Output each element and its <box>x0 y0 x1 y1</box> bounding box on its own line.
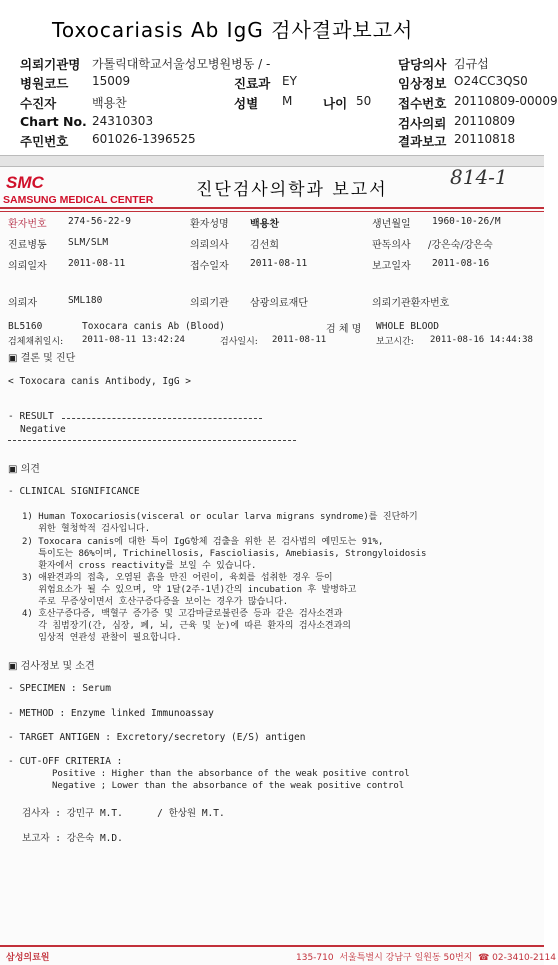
clinical-line: 4) 호산구증다증, 백혈구 증가증 및 고감마글로불린증 등과 같은 검사소견과 <box>22 609 343 619</box>
value-req-inst: 삼광의료재단 <box>250 298 308 309</box>
cutoff-negative: Negative ; Lower than the absorbance of the weak positive control <box>52 781 405 791</box>
value-requester: SML180 <box>68 295 103 306</box>
method-line: - METHOD : Enzyme linked Immunoassay <box>8 708 214 719</box>
label-sex: 성별 <box>234 96 259 111</box>
footer-logo: 삼성의료원 <box>6 953 50 963</box>
label-result-report: 결과보고 <box>398 134 447 149</box>
report-title: Toxocariasis Ab IgG 검사결과보고서 <box>52 18 414 42</box>
value-judge: /강은숙/강은숙 <box>428 240 493 251</box>
clinical-significance-label: - CLINICAL SIGNIFICANCE <box>8 486 140 497</box>
label-req-date: 의뢰일자 <box>8 261 47 272</box>
red-rule-thin <box>0 211 544 212</box>
handwritten-note: 814-1 <box>450 165 508 189</box>
result-label: - RESULT <box>8 411 54 422</box>
value-age: 50 <box>356 94 372 108</box>
label-doctor: 담당의사 <box>398 57 447 72</box>
center-name: SAMSUNG MEDICAL CENTER <box>3 194 154 206</box>
opinion-heading: ▣ 의견 <box>8 464 40 475</box>
label-patient-name: 환자성명 <box>190 219 229 230</box>
cutoff-positive: Positive : Higher than the absorbance of the weak positive control <box>52 769 410 779</box>
label-judge: 판독의사 <box>372 240 411 251</box>
label-resident-no: 주민번호 <box>20 134 69 149</box>
value-patient: 백용찬 <box>92 96 127 110</box>
cutoff-label: - CUT-OFF CRITERIA : <box>8 756 123 767</box>
tester-line: 검사자 : 강민구 M.T. / 한상원 M.T. <box>22 808 225 819</box>
test-name: Toxocara canis Ab (Blood) <box>82 321 225 332</box>
label-age: 나이 <box>323 96 348 111</box>
value-ward: SLM/SLM <box>68 237 109 248</box>
dashed-line <box>62 418 262 419</box>
clinical-line: 2) Toxocara canis에 대한 특이 IgG항체 검출을 위한 본 검사법의 예민도는 91%, <box>22 537 384 547</box>
value-recv-date: 2011-08-11 <box>250 258 308 269</box>
value-result-report: 20110818 <box>454 132 516 146</box>
red-rule <box>0 207 544 209</box>
value-institution: 가톨릭대학교서울성모병원병동 / - <box>92 57 271 71</box>
label-hospital-code: 병원코드 <box>20 76 69 91</box>
value-sex: M <box>282 94 293 108</box>
value-hospital-code: 15009 <box>92 74 131 88</box>
footer-address: 135-710 서울특별시 강남구 일원동 50번지 ☎ 02-3410-2114 <box>296 953 556 963</box>
test-info-heading: ▣ 검사정보 및 소견 <box>8 661 95 672</box>
label-institution: 의뢰기관명 <box>20 57 81 72</box>
value-report-time: 2011-08-16 14:44:38 <box>430 335 533 345</box>
value-req-doctor: 김선희 <box>250 240 279 251</box>
clinical-line: 특이도는 86%이며, Trichinellosis, Fascioliasis, Amebiasis, Strongyloidosis <box>22 549 427 559</box>
reporter-line: 보고자 : 강은숙 M.D. <box>22 833 123 844</box>
result-heading: ▣ 결론 및 진단 <box>8 353 76 364</box>
label-department: 진료과 <box>234 76 271 91</box>
label-patient: 수진자 <box>20 96 57 111</box>
value-test-request: 20110809 <box>454 114 516 128</box>
label-recv-date: 접수일자 <box>190 261 229 272</box>
label-report-date: 보고일자 <box>372 261 411 272</box>
label-dob: 생년월일 <box>372 219 411 230</box>
value-report-date: 2011-08-16 <box>432 258 490 269</box>
report-footer <box>0 945 556 965</box>
label-receipt-no: 접수번호 <box>398 96 447 111</box>
label-ward: 진료병동 <box>8 240 47 251</box>
smc-logo: SMC <box>6 173 44 192</box>
clinical-line: 3) 애완견과의 접촉, 오염된 흙을 만진 어린이, 육회를 섭취한 경우 등이 <box>22 573 333 583</box>
clinical-line: 각 침범장기(간, 심장, 폐, 뇌, 근육 및 눈)에 따른 환자의 검사소견과의 <box>22 621 351 631</box>
value-exam-date: 2011-08-11 <box>272 335 327 345</box>
antibody-line: < Toxocara canis Antibody, IgG > <box>8 376 192 387</box>
label-collect-time: 검체채취일시: <box>8 337 64 347</box>
clinical-line: 임상적 연관성 관찰이 필요합니다. <box>22 633 182 643</box>
value-req-date: 2011-08-11 <box>68 258 126 269</box>
department-report-title: 진단검사의학과 보고서 <box>196 180 388 200</box>
scanned-report <box>0 165 556 965</box>
test-code: BL5160 <box>8 321 43 332</box>
value-dob: 1960-10-26/M <box>432 216 501 227</box>
clinical-line: 위한 혈청학적 검사입니다. <box>22 524 151 534</box>
value-resident-no: 601026-1396525 <box>92 132 196 146</box>
label-clinical-info: 임상정보 <box>398 76 447 91</box>
label-req-doctor: 의뢰의사 <box>190 240 229 251</box>
label-patient-no: 환자번호 <box>8 219 47 230</box>
clinical-line: 환자에서 cross reactivity를 보일 수 있습니다. <box>22 561 257 571</box>
value-collect-time: 2011-08-11 13:42:24 <box>82 335 185 345</box>
label-test-request: 검사의뢰 <box>398 116 447 131</box>
label-exam-date: 검사일시: <box>220 337 258 347</box>
value-department: EY <box>282 74 297 88</box>
label-req-inst: 의뢰기관 <box>190 298 229 309</box>
value-doctor: 김규섭 <box>454 57 489 71</box>
label-chart-no: Chart No. <box>20 114 87 129</box>
target-antigen-line: - TARGET ANTIGEN : Excretory/secretory (E/S) antigen <box>8 732 306 743</box>
specimen-line: - SPECIMEN : Serum <box>8 683 111 694</box>
label-specimen-name: 검 체 명 <box>326 324 362 335</box>
clinical-line: 주로 무증상이면서 호산구증다증을 보이는 경우가 많습니다. <box>22 597 289 607</box>
value-patient-no: 274-56-22-9 <box>68 216 131 227</box>
value-chart-no: 24310303 <box>92 114 154 128</box>
dashed-line <box>8 440 296 441</box>
clinical-line: 1) Human Toxocariosis(visceral or ocular larva migrans syndrome)를 진단하기 <box>22 512 418 522</box>
summary-header <box>0 0 558 155</box>
clinical-line: 위험요소가 될 수 있으며, 약 1달(2주-1년)간의 incubation 후 발병하고 <box>22 585 357 595</box>
value-patient-name: 백용찬 <box>250 219 279 230</box>
value-clinical-info: O24CC3QS0 <box>454 74 528 88</box>
value-specimen-name: WHOLE BLOOD <box>376 321 439 332</box>
label-requester: 의뢰자 <box>8 298 37 309</box>
value-receipt-no: 20110809-00009 <box>454 94 558 108</box>
result-value: Negative <box>20 424 66 435</box>
label-inst-patient-no: 의뢰기관환자번호 <box>372 298 450 309</box>
label-report-time: 보고시간: <box>376 337 414 347</box>
